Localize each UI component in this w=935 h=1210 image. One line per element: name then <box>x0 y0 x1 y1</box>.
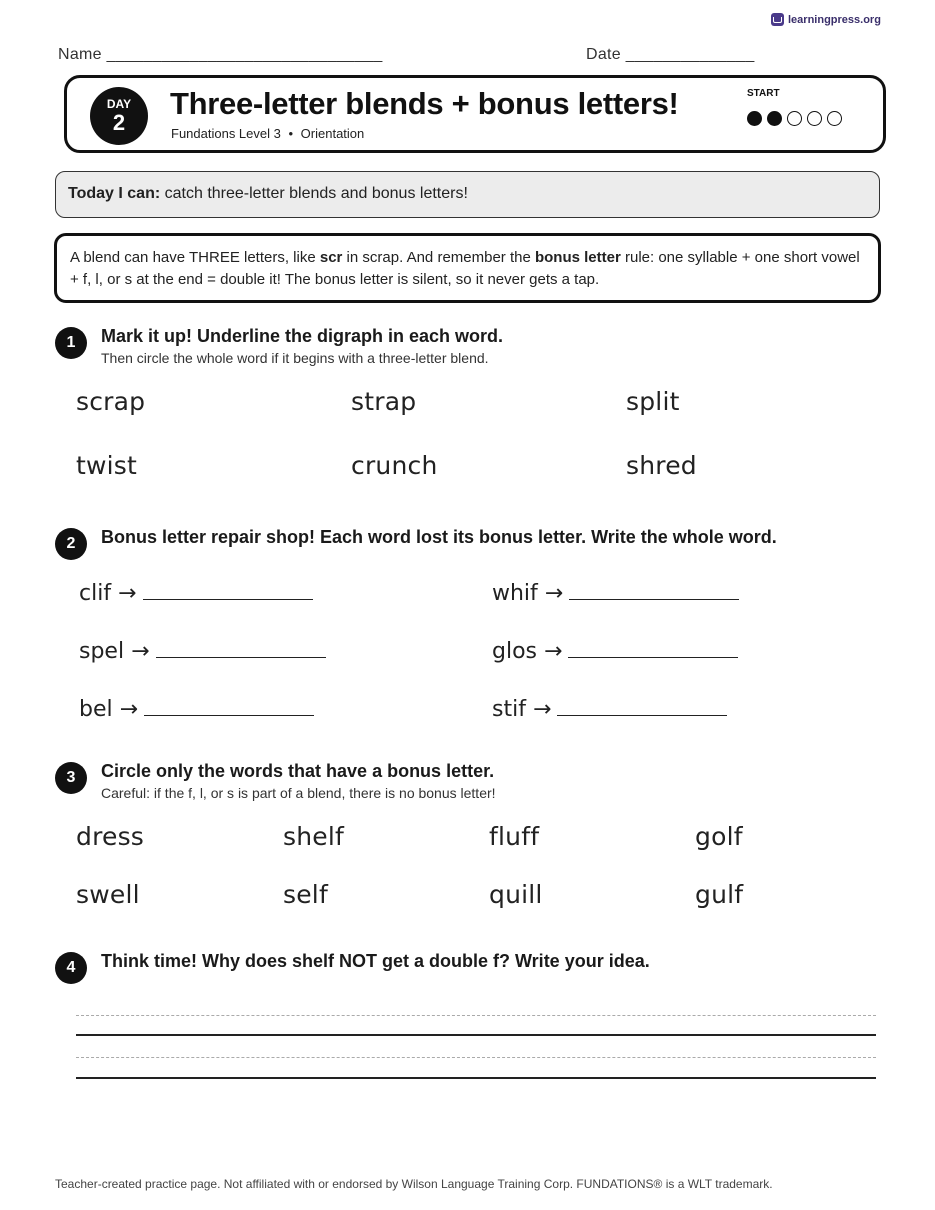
word-item[interactable]: self <box>283 880 328 909</box>
question-1-subtitle: Then circle the whole word if it begins with a three-letter blend. <box>101 350 489 366</box>
info-text-2: in scrap. And remember the <box>342 249 535 266</box>
word-item[interactable]: scrap <box>76 387 146 416</box>
progress-dot-empty <box>827 111 842 126</box>
progress-label: START <box>747 88 780 99</box>
info-bold-1: scr <box>319 249 343 266</box>
name-field <box>58 46 383 64</box>
writing-guide-line <box>76 1057 876 1058</box>
progress-dot-empty <box>807 111 822 126</box>
answer-blank[interactable] <box>568 639 738 658</box>
word-item[interactable]: strap <box>351 387 417 416</box>
page-subtitle <box>171 126 364 141</box>
repair-word: glos → <box>492 639 563 664</box>
repair-item <box>79 697 314 722</box>
repair-item <box>492 697 727 722</box>
word-item[interactable]: golf <box>695 822 743 851</box>
word-item[interactable]: shelf <box>283 822 344 851</box>
today-lead: Today I can: <box>68 185 161 202</box>
brand-logo-text: learningpress.org <box>788 13 881 26</box>
progress-dots <box>747 111 842 126</box>
repair-item <box>492 639 738 664</box>
question-number-3: 3 <box>55 762 87 794</box>
repair-word: bel → <box>79 697 139 722</box>
word-item[interactable]: fluff <box>489 822 540 851</box>
subtitle-level: Fundations Level 3 <box>171 126 281 141</box>
question-3-subtitle: Careful: if the f, l, or s is part of a blend, there is no bonus letter! <box>101 785 496 801</box>
writing-line[interactable] <box>76 1034 876 1036</box>
question-number-4: 4 <box>55 952 87 984</box>
date-blank: ______________ <box>625 46 755 63</box>
page-title: Three-letter blends + bonus letters! <box>170 86 679 121</box>
today-box <box>55 171 880 218</box>
word-item[interactable]: twist <box>76 451 138 480</box>
word-item[interactable]: dress <box>76 822 145 851</box>
answer-blank[interactable] <box>557 697 727 716</box>
day-number: 2 <box>112 110 126 135</box>
repair-word: whif → <box>492 581 564 606</box>
word-item[interactable]: quill <box>489 880 543 909</box>
info-text-1: A blend can have THREE letters, like <box>70 249 320 266</box>
subtitle-unit: Orientation <box>300 126 365 141</box>
answer-blank[interactable] <box>156 639 326 658</box>
progress-dot-empty <box>787 111 802 126</box>
date-label: Date <box>586 46 621 63</box>
writing-line[interactable] <box>76 1077 876 1079</box>
word-item[interactable]: crunch <box>351 451 438 480</box>
repair-item <box>79 581 313 606</box>
today-text: catch three-letter blends and bonus letters! <box>164 185 468 202</box>
progress-dot-filled <box>767 111 782 126</box>
question-4-title: Think time! Why does shelf NOT get a double f? Write your idea. <box>101 951 650 971</box>
answer-blank[interactable] <box>144 697 314 716</box>
question-number-1: 1 <box>55 327 87 359</box>
info-box <box>54 233 881 303</box>
date-field <box>586 46 755 64</box>
name-label: Name <box>58 46 102 63</box>
brand-logo <box>771 13 881 26</box>
answer-blank[interactable] <box>143 581 313 600</box>
book-icon <box>771 13 784 26</box>
question-number-2: 2 <box>55 528 87 560</box>
day-label: DAY <box>106 97 132 111</box>
repair-word: clif → <box>79 581 137 606</box>
repair-word: spel → <box>79 639 150 664</box>
subtitle-separator: • <box>288 126 294 141</box>
progress-dot-filled <box>747 111 762 126</box>
repair-item <box>79 639 326 664</box>
name-blank: ______________________________ <box>106 46 383 63</box>
repair-word: stif → <box>492 697 552 722</box>
writing-guide-line <box>76 1015 876 1016</box>
word-item[interactable]: swell <box>76 880 140 909</box>
word-item[interactable]: shred <box>626 451 697 480</box>
question-3-title: Circle only the words that have a bonus letter. <box>101 761 495 781</box>
answer-blank[interactable] <box>569 581 739 600</box>
repair-item <box>492 581 739 606</box>
footer-disclaimer: Teacher-created practice page. Not affiliated with or endorsed by Wilson Language Training Corp. FUNDATIONS® is a WLT trademark. <box>55 1177 773 1191</box>
day-badge <box>90 87 148 145</box>
info-bold-2: bonus letter <box>534 249 621 266</box>
question-2-title: Bonus letter repair shop! Each word lost its bonus letter. Write the whole word. <box>101 527 777 547</box>
word-item[interactable]: split <box>626 387 680 416</box>
question-1-title: Mark it up! Underline the digraph in each word. <box>101 326 504 346</box>
word-item[interactable]: gulf <box>695 880 744 909</box>
info-text-3: rule: one syllable + one short vowel + f, l, or s at the end = double it! The bonus letter is silent, so it never gets a tap. <box>70 249 860 288</box>
